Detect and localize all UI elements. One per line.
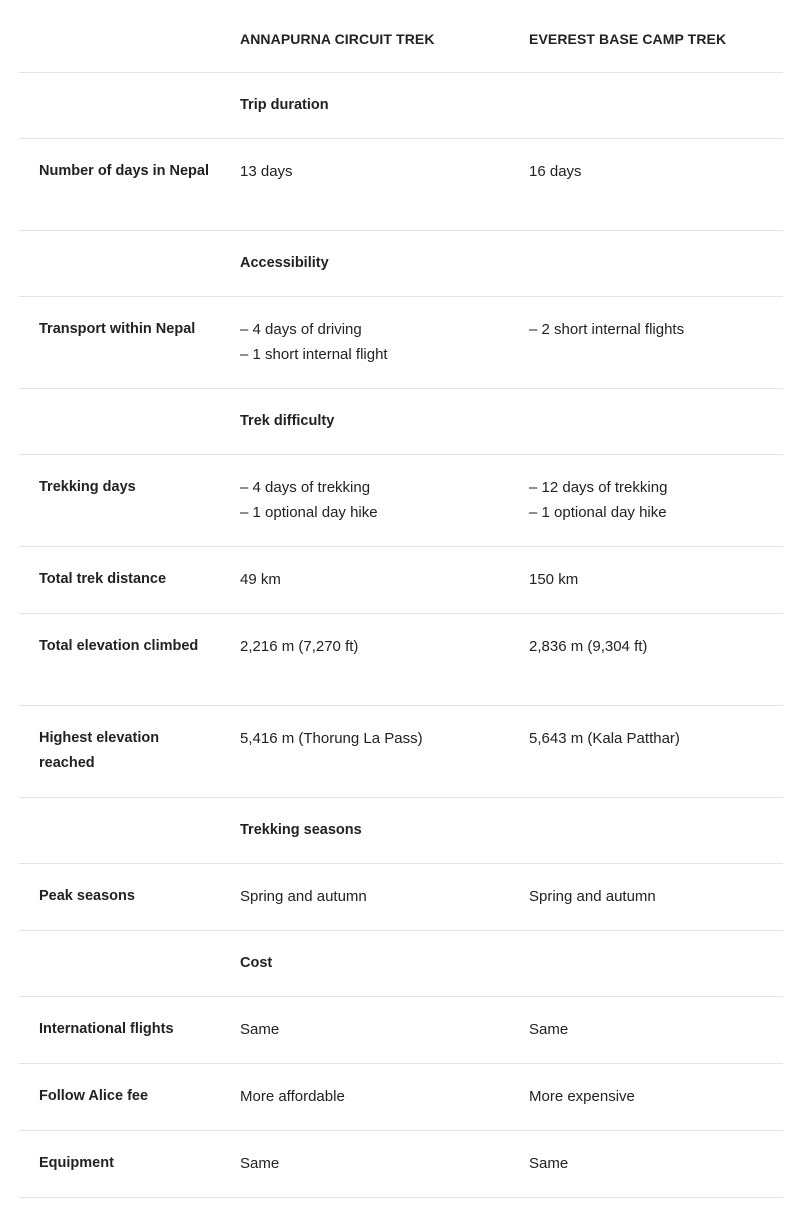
row-label: Total elevation climbed xyxy=(39,638,199,654)
row-label: Highest elevation reached xyxy=(39,730,160,771)
section-title: Accessibility xyxy=(240,255,329,271)
everest-value: 150 km xyxy=(529,571,579,588)
everest-value: Same xyxy=(529,1155,569,1172)
section-title: Trek difficulty xyxy=(240,413,335,429)
row-label: Trekking days xyxy=(39,479,136,495)
annapurna-value: 13 days xyxy=(240,163,293,180)
comparison-table xyxy=(19,0,783,1198)
everest-value: 2,836 m (9,304 ft) xyxy=(529,638,648,655)
table-row xyxy=(19,614,783,706)
annapurna-value: Same xyxy=(240,1021,280,1038)
annapurna-value: Same xyxy=(240,1155,280,1172)
row-label: Transport within Nepal xyxy=(39,321,196,337)
table-header xyxy=(19,0,783,73)
table-row xyxy=(19,706,783,798)
table-row xyxy=(19,455,783,547)
annapurna-value: Spring and autumn xyxy=(240,888,367,905)
row-label: Number of days in Nepal xyxy=(39,163,210,179)
row-label: International flights xyxy=(39,1021,174,1037)
annapurna-value: – 4 days of trekking – 1 optional day hike xyxy=(240,479,378,521)
table-row xyxy=(19,1131,783,1198)
row-label: Equipment xyxy=(39,1155,114,1171)
table-row xyxy=(19,864,783,931)
annapurna-value: More affordable xyxy=(240,1088,345,1105)
annapurna-value: 5,416 m (Thorung La Pass) xyxy=(240,730,423,747)
section-row xyxy=(19,73,783,139)
table-row xyxy=(19,547,783,614)
table-row xyxy=(19,1064,783,1131)
everest-value: – 12 days of trekking – 1 optional day hike xyxy=(529,479,668,521)
section-title: Trekking seasons xyxy=(240,822,362,838)
everest-value: More expensive xyxy=(529,1088,635,1105)
header-empty-cell xyxy=(19,0,221,72)
annapurna-value: – 4 days of driving – 1 short internal flight xyxy=(240,321,388,363)
section-row xyxy=(19,231,783,297)
row-label: Total trek distance xyxy=(39,571,167,587)
table-row xyxy=(19,297,783,389)
everest-value: 5,643 m (Kala Patthar) xyxy=(529,730,680,747)
header-everest: EVEREST BASE CAMP TREK xyxy=(529,31,727,47)
everest-value: – 2 short internal flights xyxy=(529,321,685,338)
section-title: Cost xyxy=(240,955,273,971)
header-annapurna: ANNAPURNA CIRCUIT TREK xyxy=(240,31,435,47)
section-row xyxy=(19,931,783,997)
everest-value: Spring and autumn xyxy=(529,888,656,905)
everest-value: 16 days xyxy=(529,163,582,180)
table-row xyxy=(19,997,783,1064)
annapurna-value: 2,216 m (7,270 ft) xyxy=(240,638,359,655)
annapurna-value: 49 km xyxy=(240,571,281,588)
everest-value: Same xyxy=(529,1021,569,1038)
table-row xyxy=(19,139,783,231)
section-row xyxy=(19,389,783,455)
section-title: Trip duration xyxy=(240,97,329,113)
row-label: Peak seasons xyxy=(39,888,135,904)
section-row xyxy=(19,798,783,864)
row-label: Follow Alice fee xyxy=(39,1088,149,1104)
